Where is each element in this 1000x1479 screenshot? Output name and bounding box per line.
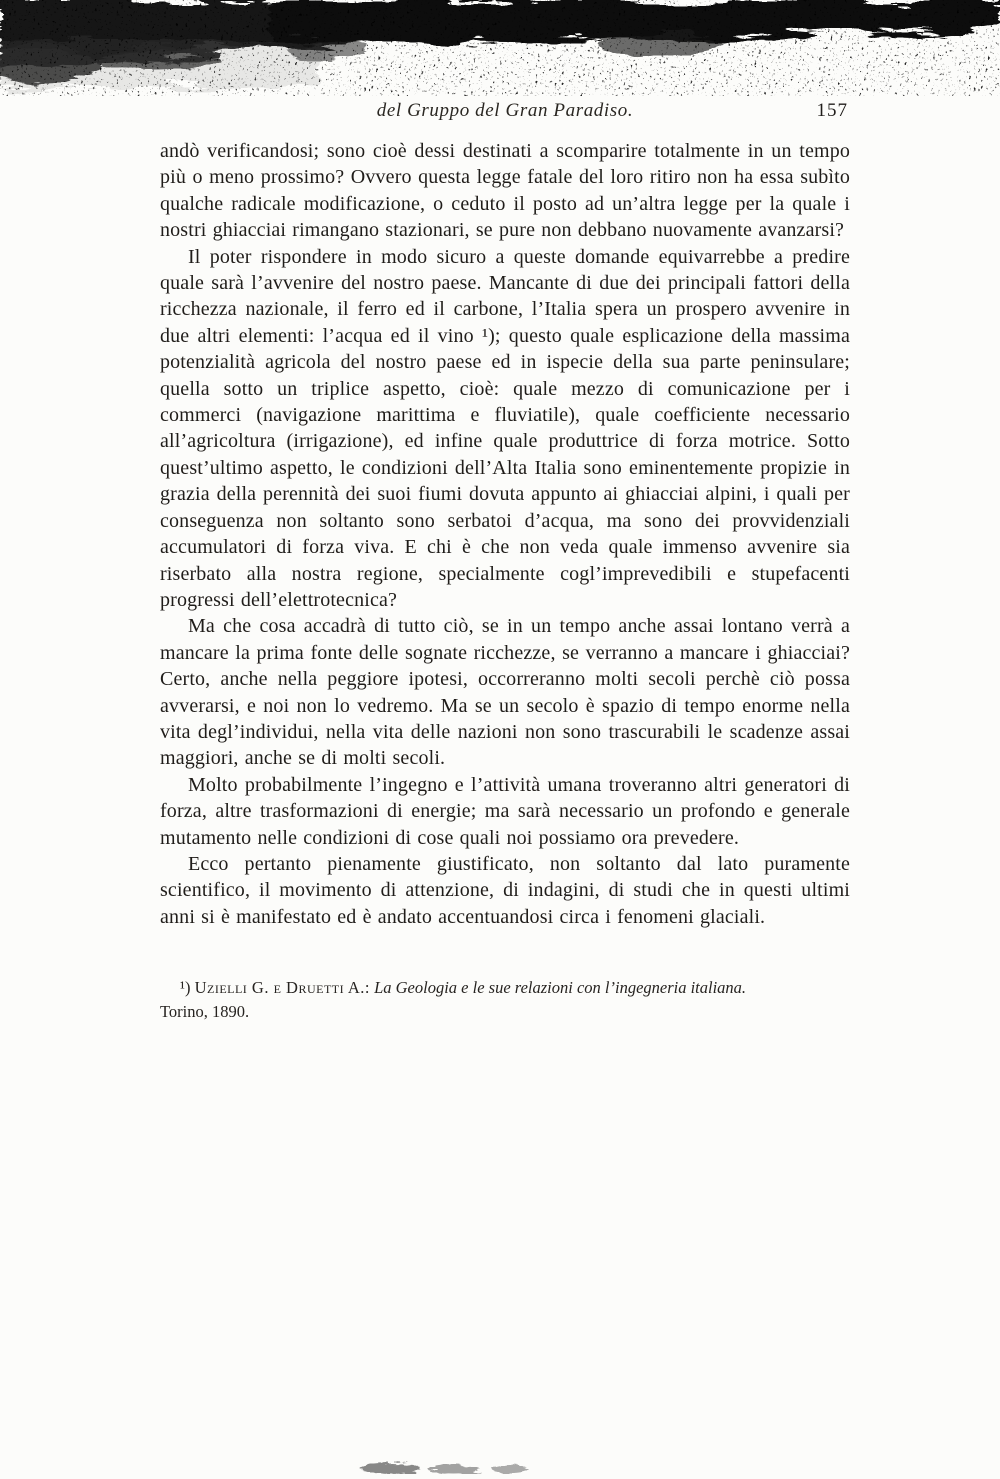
- scan-noise-bottom-graphic: [0, 1448, 1000, 1474]
- paragraph: Ecco pertanto pienamente giustificato, non soltanto dal lato puramente scientifico, il movimento di attenzione, di indagini, di studi che in questi ultimi anni si è manifestato ed è andato accentuandosi circa i fenomeni glaciali.: [160, 852, 850, 928]
- scan-artifact-bottom: [0, 1448, 1000, 1474]
- paragraph: Il poter rispondere in modo sicuro a queste domande equivarrebbe a predire quale sarà l’avvenire del nostro paese. Mancante di due dei principali fattori della ricchezza nazionale, il ferro ed il carbone, l’Italia spera un prospero avvenire in due altri elementi: l’acqua ed il vino ¹); questo quale esplicazione della massima potenzialità agricola del nostro paese ed in ispecie della sua parte peninsulare; quella sotto un triplice aspetto, cioè: quale mezzo di comunicazione per i commerci (navigazione marittima e fluviatile), quale coefficiente necessario all’agricoltura (irrigazione), ed infine quale produttrice di forza motrice. Sotto quest’ultimo aspetto, le condizioni dell’Alta Italia sono eminentemente propizie in grazia della perennità dei suoi fiumi dovuta appunto ai ghiacciai alpini, i quali per conseguenza non soltanto sono serbatoi d’acqua, ma sono dei provvidenziali accumulatori di forza viva. E chi è che non veda quale immenso avvenire sia riserbato alla nostra regione, specialmente cogl’imprevedibili e stupefacenti progressi dell’elettrotecnica?: [160, 245, 850, 611]
- paragraph: Molto probabilmente l’ingegno e l’attività umana troveranno altri generatori di forza, altre trasformazioni di energie; ma sarà necessario un profondo e generale mutamento nelle condizioni di cose quali noi possiamo ora prevedere.: [160, 773, 850, 849]
- running-header: [160, 100, 850, 130]
- body-text-block: [160, 138, 850, 930]
- paragraph: Ma che cosa accadrà di tutto ciò, se in un tempo anche assai lontano verrà a mancare la prima fonte delle sognate ricchezze, se verranno a mancare i ghiacciai? Certo, anche nella peggiore ipotesi, occorreranno molti secoli perchè ciò possa avverarsi, e noi non lo vedremo. Ma se un secolo è spazio di tempo enorme nella vita degl’individui, nella vita delle nazioni non sono trascurabili le scadenze assai maggiori, anche se di molti secoli.: [160, 615, 850, 770]
- footnote-title: La Geologia e le sue relazioni con l’ingegneria italiana.: [374, 978, 747, 998]
- footnote-publication: Torino, 1890.: [160, 1002, 250, 1022]
- scan-artifact-top: [0, 0, 1000, 100]
- running-header-title: del Gruppo del Gran Paradiso.: [376, 100, 634, 121]
- footnote-authors: Uzielli G. e Druetti A.:: [194, 978, 370, 998]
- scan-noise-graphic: [0, 0, 1000, 100]
- footnote-reference: [160, 976, 850, 1000]
- page-body: [160, 100, 850, 1024]
- footnote-marker: ¹): [180, 978, 191, 998]
- paragraph: andò verificandosi; sono cioè dessi destinati a scomparire totalmente in un tempo più o meno prossimo? Ovvero questa legge fatale del loro ritiro non ha essa subìto qualche radicale modificazione, o ceduto il posto ad un’altra legge per la quale i nostri ghiacciai rimangano stazionari, se pure non debbano nuovamente avanzarsi?: [160, 140, 850, 242]
- page-number: 157: [816, 100, 848, 121]
- footnote: [160, 976, 850, 1024]
